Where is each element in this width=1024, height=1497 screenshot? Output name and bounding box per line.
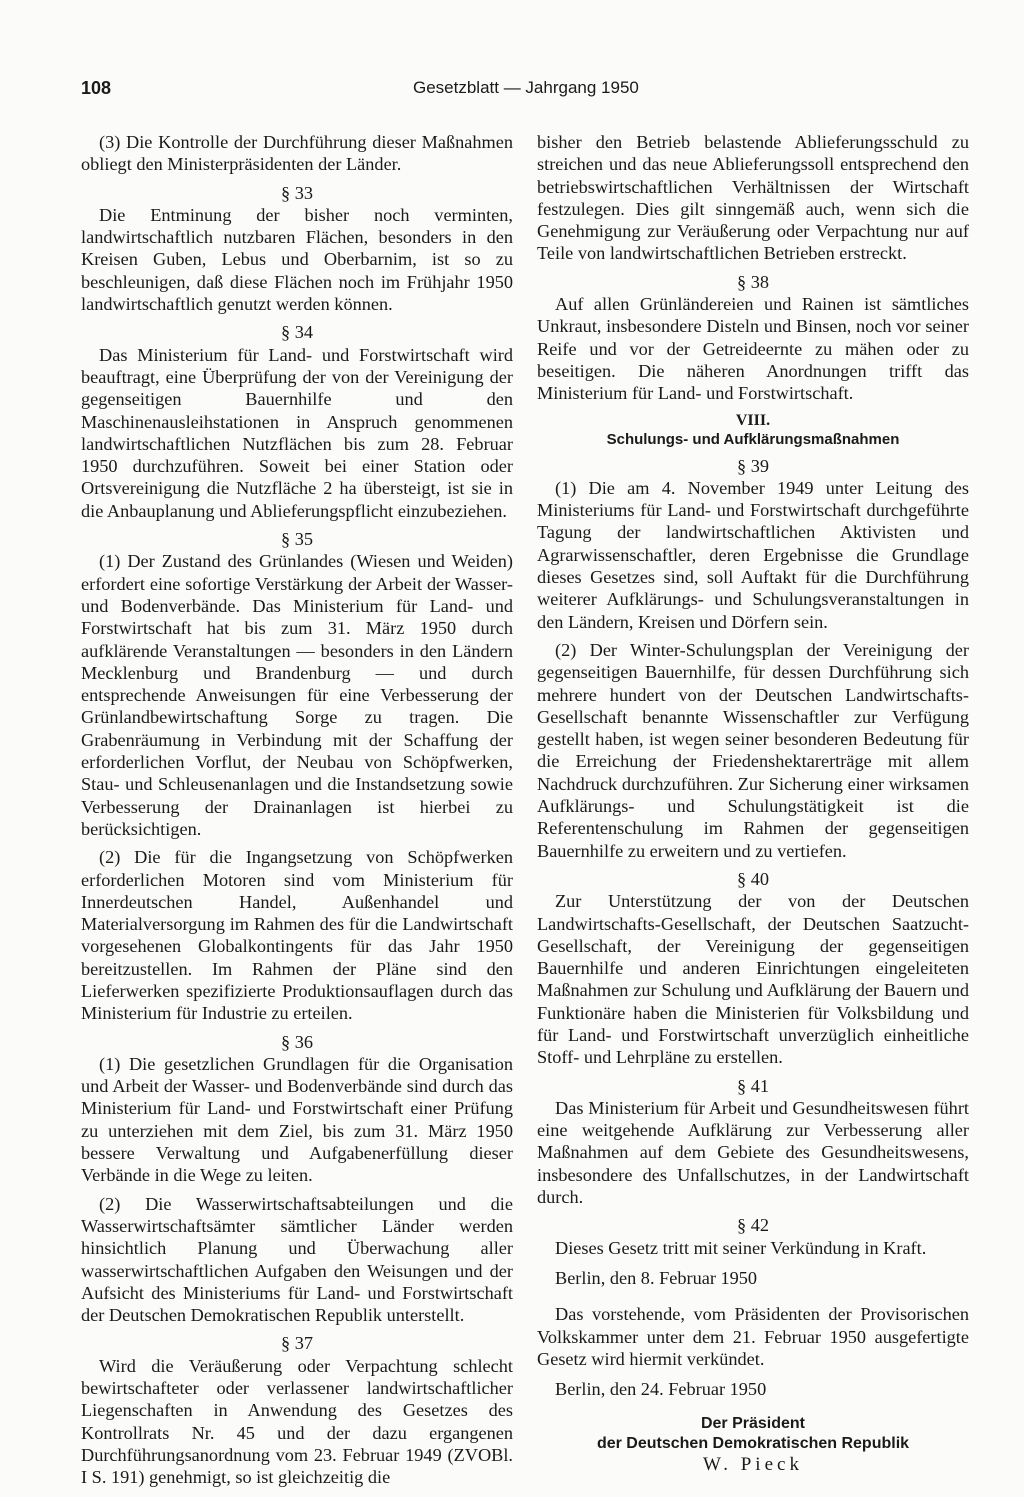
section-heading: § 38 bbox=[737, 271, 769, 292]
section-heading: § 33 bbox=[281, 182, 313, 203]
paragraph: Wird die Veräußerung oder Verpachtung schlecht bewirtschafteter oder verlassener landwirtschaftlicher Liegenschaften in Anwendung des Gesetzes des Kontrollrats Nr. 45 und der dazu ergangenen Durchführungsanordnung vom 23. Februar 1949 (ZVOBl. I S. 191) genehmigt, so ist gleichzeitig die bbox=[81, 1355, 513, 1488]
paragraph: Zur Unterstützung der von der Deutschen Landwirtschafts-Gesellschaft, der Deutschen Saatzucht-Gesellschaft, der Vereinigung der gegenseitigen Bauernhilfe und anderen Einrichtungen eingeleiteten Maßnahmen zur Schulung und Aufklärung der Bauern und Funktionäre haben die Ministerien für Volksbildung und für Land- und Forstwirtschaft unverzüglich einheitliche Stoff- und Lehrpläne zu erstellen. bbox=[537, 891, 969, 1068]
right-column bbox=[537, 131, 969, 1477]
paragraph: Das vorstehende, vom Präsidenten der Provisorischen Volkskammer unter dem 21. Februar 1950 ausgefertigte Gesetz wird hiermit verkündet. bbox=[537, 1304, 969, 1369]
paragraph: Das Ministerium für Land- und Forstwirtschaft wird beauftragt, eine Überprüfung der von der Vereinigung der gegenseitigen Bauernhilfe und den Maschinenausleihstationen in Anspruch genommenen landwirtschaftlichen Nutzflächen bis zum 28. Februar 1950 durchzuführen. Soweit bei einer Station oder Ortsvereinigung die Nutzfläche 2 ha übersteigt, ist sie in die Anbauplanung und Ablieferungspflicht einzubeziehen. bbox=[81, 344, 513, 521]
paragraph: (2) Die für die Ingangsetzung von Schöpfwerken erforderlichen Motoren sind vom Ministerium für Innerdeutschen Handel, Außenhandel und Materialversorgung im Rahmen des für die Landwirtschaft vorgesehenen Globalkontingents für das Jahr 1950 bereitzustellen. Im Rahmen der Pläne sind den Lieferwerken spezifizierte Produktionsauflagen durch das Ministerium für Industrie zu erteilen. bbox=[81, 847, 513, 1024]
section-heading: § 35 bbox=[281, 529, 313, 550]
paragraph: Auf allen Grünländereien und Rainen ist sämtliches Unkraut, insbesondere Disteln und Binsen, noch vor seiner Reife und vor der Getreideernte zu mähen oder zu beseitigen. Die näheren Anordnungen trifft das Ministerium für Land- und Forstwirtschaft. bbox=[537, 294, 969, 404]
section-heading: § 39 bbox=[737, 455, 769, 476]
running-title: Gesetzblatt — Jahrgang 1950 bbox=[413, 78, 639, 97]
section-heading: § 37 bbox=[281, 1333, 313, 1354]
paragraph: (2) Die Wasserwirtschaftsabteilungen und die Wasserwirtschaftsämter sämtlicher Länder werden hinsichtlich Planung und Überwachung aller wasserwirtschaftlichen Aufgaben den Weisungen und der Aufsicht des Ministeriums für Land- und Forstwirtschaft der Deutschen Demokratischen Republik unterstellt. bbox=[81, 1193, 513, 1326]
section-heading: § 36 bbox=[281, 1031, 313, 1052]
page-number: 108 bbox=[81, 78, 112, 98]
signatory-title: Der Präsident bbox=[700, 1415, 806, 1433]
left-column bbox=[81, 131, 513, 1495]
paragraph: (2) Der Winter-Schulungsplan der Vereinigung der gegenseitigen Bauernhilfe, für dessen Durchführung sich mehrere hundert von der Deutschen Landwirtschafts-Gesellschaft benannte Wissenschaftler zur Verfügung gestellt haben, ist wegen seiner besonderen Bedeutung für die Erreichung der Friedenshektarerträge mit allem Nachdruck durchzuführen. Zur Sicherung einer wirksamen Aufklärungs- und Schulungstätigkeit ist die Referentenschulung im Rahmen der gegenseitigen Bauernhilfe zu erweitern und zu vertiefen. bbox=[537, 639, 969, 861]
paragraph: (1) Die gesetzlichen Grundlagen für die Organisation und Arbeit der Wasser- und Bodenverbände sind durch das Ministerium für Land- und Forstwirtschaft einer Prüfung zu unterziehen mit dem Ziel, bis zum 31. März 1950 bessere Verwaltung und Aufgabenerfüllung dieser Verbände in die Wege zu leiten. bbox=[81, 1053, 513, 1186]
paragraph-continued: bisher den Betrieb belastende Ablieferungsschuld zu streichen und das neue Ablieferungssoll entsprechend den betriebswirtschaftlichen Verhältnissen der Wirtschaft festzulegen. Dies gilt sinngemäß auch, wenn sich die Genehmigung zur Veräußerung oder Verpachtung nur auf Teile von landwirtschaftlichen Betrieben erstreckt. bbox=[537, 132, 969, 264]
chapter-number: VIII. bbox=[735, 411, 771, 429]
paragraph: (1) Der Zustand des Grünlandes (Wiesen und Weiden) erfordert eine sofortige Verstärkung der Arbeit der Wasser- und Bodenverbände. Das Ministerium für Land- und Forstwirtschaft hat bis zum 31. März 1950 durch aufklärende Veranstaltungen — besonders in den Ländern Mecklenburg und Brandenburg — und durch entsprechende Anweisungen für eine Verbesserung der Grünlandbewirtschaftung Sorge zu tragen. Die Grabenräumung in Verbindung mit der Schaffung der erforderlichen Vorflut, der Neubau von Schöpfwerken, Stau- und Schleusenanlagen und die Instandsetzung sowie Verbesserung der Drainanlagen ist hierbei zu berücksichtigen. bbox=[81, 551, 513, 839]
paragraph: Dieses Gesetz tritt mit seiner Verkündung in Kraft. bbox=[555, 1237, 927, 1258]
place-date: Berlin, den 24. Februar 1950 bbox=[555, 1379, 767, 1400]
paragraph: Die Entminung der bisher noch verminten, landwirtschaftlich nutzbaren Flächen, besonders in den Kreisen Guben, Lebus und Oberbarnim, ist so zu beschleunigen, daß diese Flächen noch im Frühjahr 1950 landwirtschaftlich genutzt werden können. bbox=[81, 204, 513, 315]
paragraph: (1) Die am 4. November 1949 unter Leitung des Ministeriums für Land- und Forstwirtschaft durchgeführte Tagung der landwirtschaftlichen Aktivisten und Agrarwissenschaftler, deren Ergebnisse die Grundlage dieses Gesetzes sind, soll Auftakt für die Durchführung weiterer Aufklärungs- und Schulungsveranstaltungen in den Ländern, Kreisen und Dörfern sein. bbox=[537, 477, 969, 632]
signatory-office: der Deutschen Demokratischen Republik bbox=[596, 1435, 910, 1453]
chapter-title: Schulungs- und Aufklärungsmaßnahmen bbox=[606, 430, 900, 448]
page-header bbox=[81, 78, 974, 104]
place-date: Berlin, den 8. Februar 1950 bbox=[555, 1267, 758, 1288]
paragraph: Das Ministerium für Arbeit und Gesundheitswesen führt eine weitgehende Aufklärung zur Verbesserung aller Maßnahmen auf dem Gebiete des Gesundheitswesens, insbesondere des Unfallschutzes, in der Landwirtschaft durch. bbox=[537, 1097, 969, 1208]
section-heading: § 40 bbox=[737, 868, 769, 889]
section-heading: § 41 bbox=[737, 1075, 769, 1096]
section-heading: § 42 bbox=[737, 1215, 769, 1236]
section-heading: § 34 bbox=[281, 322, 313, 343]
paragraph: (3) Die Kontrolle der Durchführung dieser Maßnahmen obliegt den Ministerpräsidenten der Länder. bbox=[81, 132, 513, 175]
signature-name: W. Pieck bbox=[703, 1454, 803, 1476]
